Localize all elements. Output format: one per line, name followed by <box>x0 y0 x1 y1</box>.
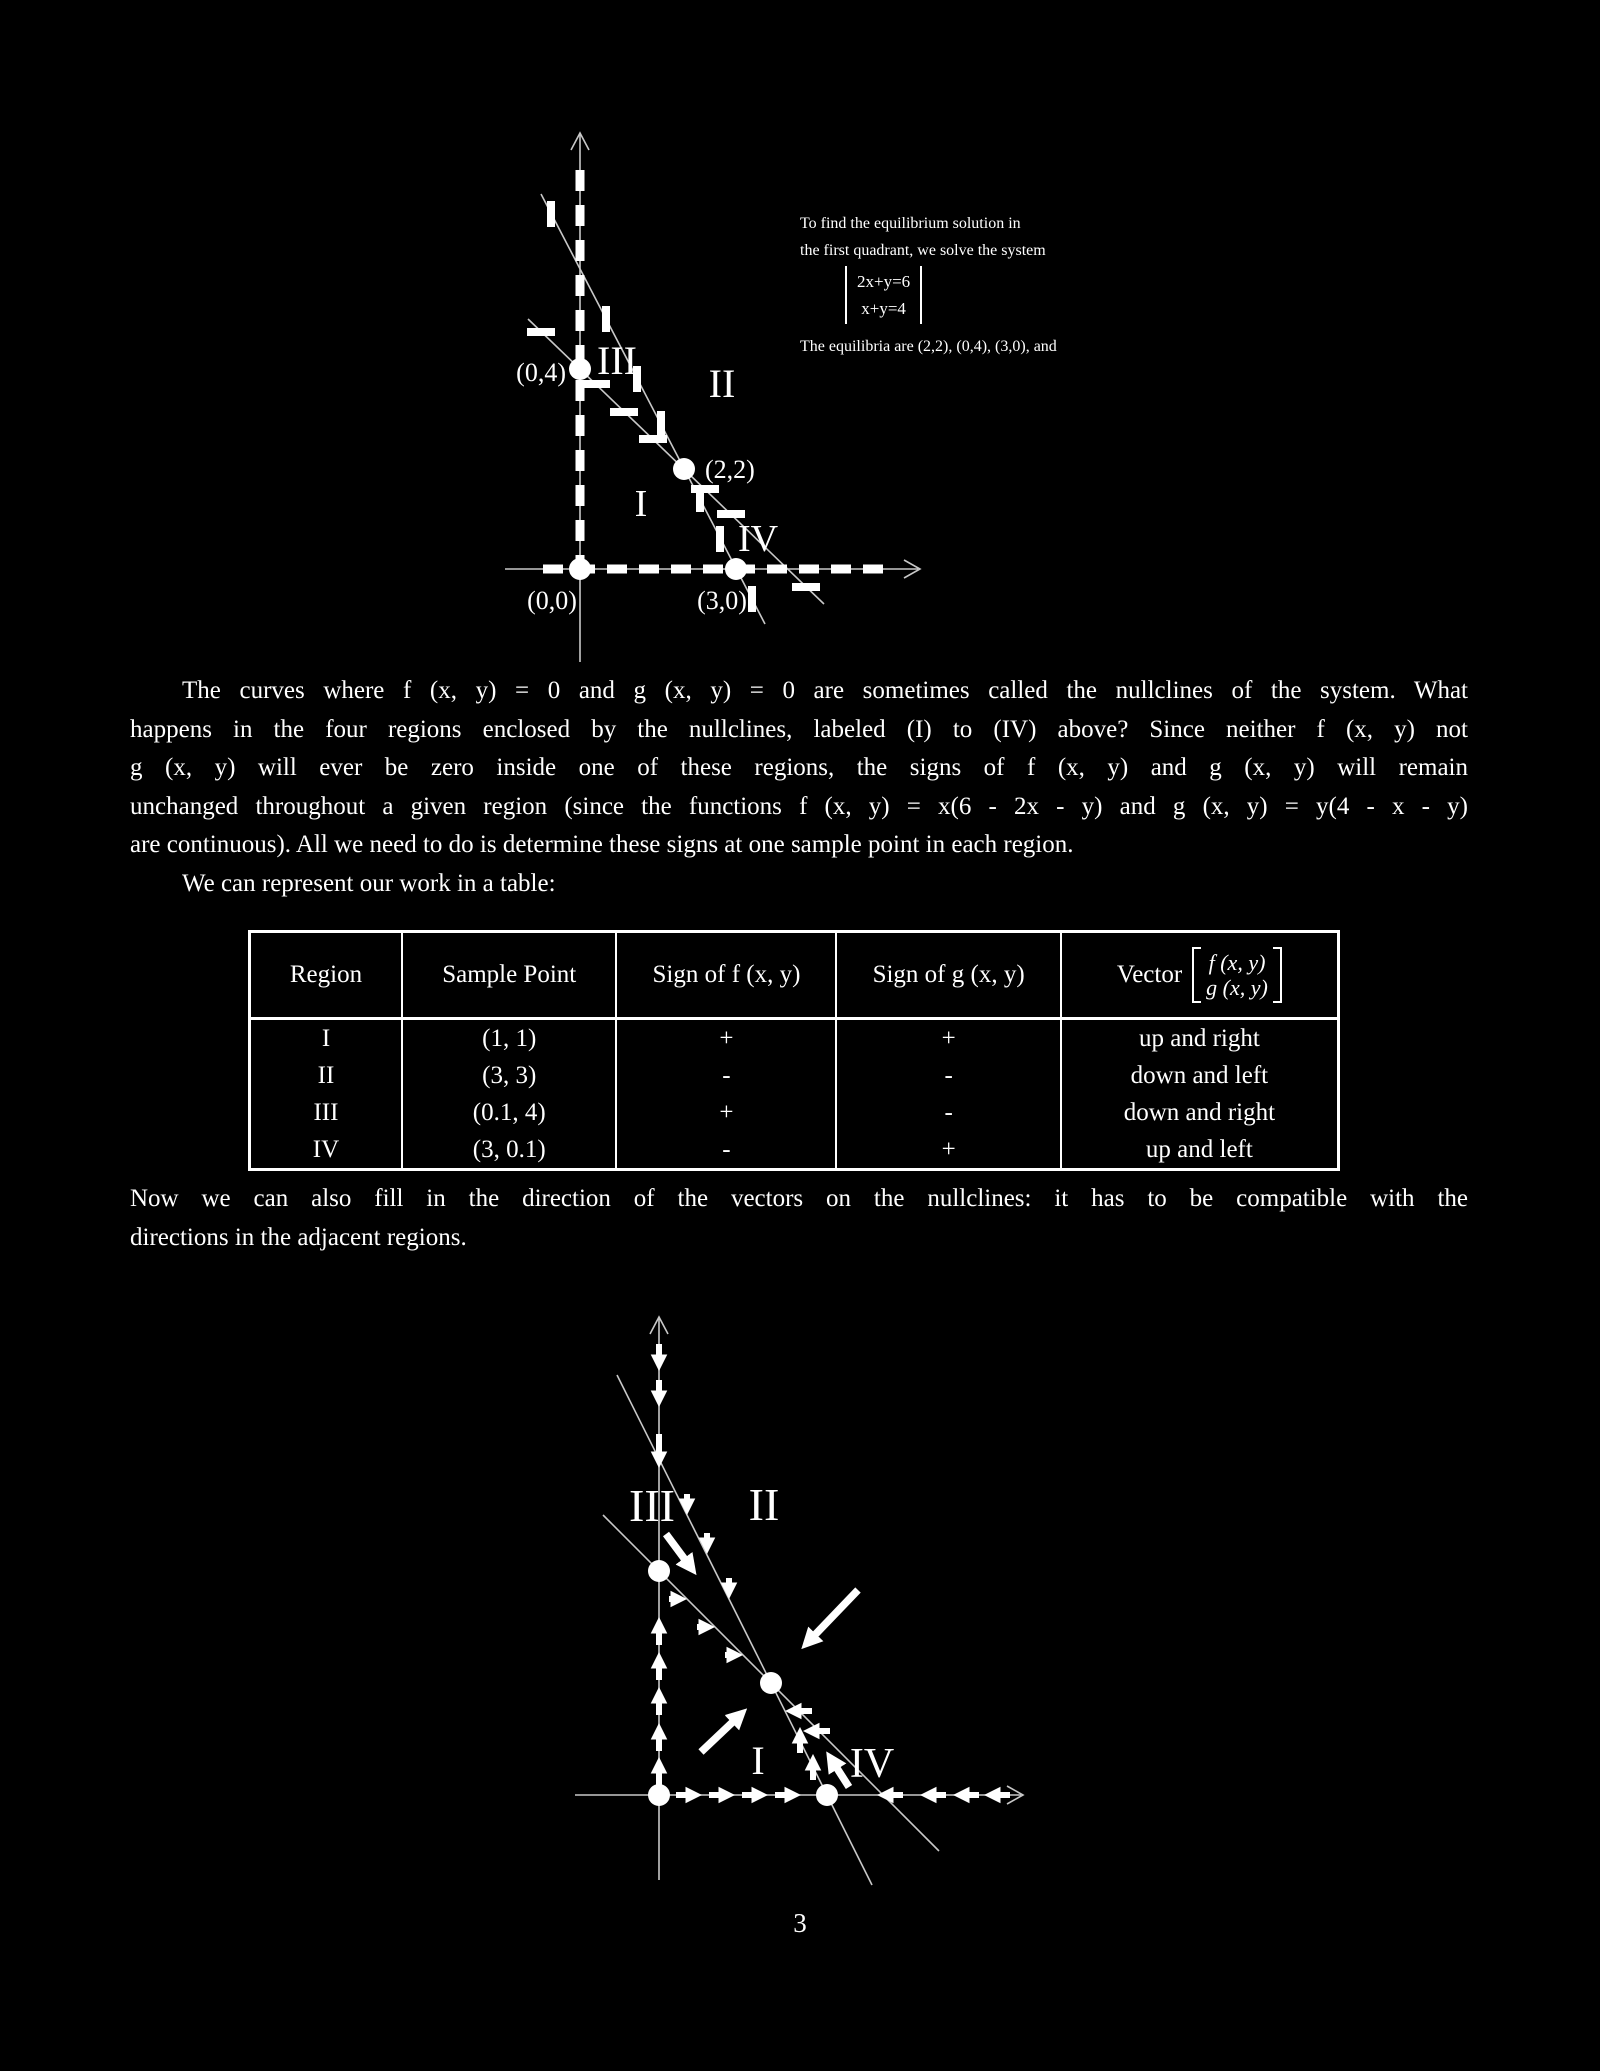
table-header-row <box>250 932 1339 1019</box>
region-label-i: I <box>634 483 648 525</box>
figure1-note <box>800 210 1046 264</box>
region-label-iii: III <box>597 338 637 383</box>
flow-arrows <box>659 1344 1010 1795</box>
equilibrium-point-30 <box>725 558 747 580</box>
note-line-2: the first quadrant, we solve the system <box>800 242 1046 259</box>
table-cell: (1, 1) <box>402 1019 617 1058</box>
region-label-ii: II <box>748 1479 780 1530</box>
point-label-22: (2,2) <box>705 455 755 484</box>
table-cell: + <box>836 1019 1060 1058</box>
equilibrium-point-22 <box>673 458 695 480</box>
equilibria-sentence: The equilibria are (2,2), (0,4), (3,0), and <box>800 338 1057 355</box>
table-row <box>250 1131 1339 1170</box>
equilibrium-point-30 <box>816 1784 838 1806</box>
equation-1: 2x+y=6 <box>857 272 911 291</box>
vector-label: Vector <box>1116 961 1183 988</box>
table-cell: + <box>616 1019 836 1058</box>
paragraph-line: g (x, y) will ever be zero inside one of these regions, the signs of f (x, y) and g (x, y) will remain <box>130 754 1468 781</box>
paragraph-line: We can represent our work in a table: <box>182 869 556 897</box>
table-cell: - <box>836 1094 1060 1131</box>
paragraph-directions <box>130 1180 1468 1257</box>
vector-bottom: g (x, y) <box>1206 975 1268 1000</box>
phase-plane-figure-2 <box>550 1295 1050 1925</box>
right-bracket-icon <box>1273 947 1282 1003</box>
point-label-00: (0,0) <box>527 586 577 615</box>
header-sample-point: Sample Point <box>402 932 617 1019</box>
point-label-04: (0,4) <box>516 358 566 387</box>
table-row <box>250 1019 1339 1058</box>
table-cell: (3, 0.1) <box>402 1131 617 1170</box>
region-i-vector-arrow <box>701 1717 738 1752</box>
table-cell: - <box>616 1131 836 1170</box>
equation-system <box>845 266 922 324</box>
region-ii-vector-arrow <box>810 1590 858 1640</box>
table-cell: - <box>616 1057 836 1094</box>
header-region: Region <box>250 932 402 1019</box>
paragraph-line: unchanged throughout a given region (since the functions f (x, y) = x(6 - 2x - y) and g (x, y) = y(4 - x - y) <box>130 792 1468 820</box>
region-label-i: I <box>751 1738 765 1783</box>
axes <box>575 1317 1023 1885</box>
table-cell: III <box>250 1094 402 1131</box>
region-label-iii: III <box>629 1480 675 1531</box>
header-sign-f: Sign of f (x, y) <box>616 932 836 1019</box>
table-cell: IV <box>250 1131 402 1170</box>
equation-2: x+y=4 <box>861 299 906 318</box>
region-label-ii: II <box>708 361 736 406</box>
table-cell: + <box>616 1094 836 1131</box>
left-bracket-icon <box>1192 947 1201 1003</box>
phase-plane-figure-1 <box>455 95 965 685</box>
region-iv-vector-arrow <box>833 1762 849 1787</box>
equilibrium-point-00 <box>569 558 591 580</box>
table-row <box>250 1094 1339 1131</box>
paragraph-line: are continuous). All we need to do is determine these signs at one sample point in each region. <box>130 831 1074 858</box>
sign-table <box>248 930 1340 1171</box>
table-row <box>250 1057 1339 1094</box>
equilibrium-point-00 <box>648 1784 670 1806</box>
equilibrium-point-04 <box>648 1560 670 1582</box>
paragraph-line: Now we can also fill in the direction of the vectors on the nullclines: it has to be compatible with the <box>130 1185 1468 1212</box>
table-cell: up and left <box>1061 1131 1339 1170</box>
paragraph-nullclines <box>130 672 1468 903</box>
paragraph-line: directions in the adjacent regions. <box>130 1223 467 1251</box>
table-cell: (0.1, 4) <box>402 1094 617 1131</box>
equilibrium-point-04 <box>569 358 591 380</box>
header-sign-g: Sign of g (x, y) <box>836 932 1060 1019</box>
nullcline-steep-line <box>617 1375 872 1885</box>
table-cell: up and right <box>1061 1019 1339 1058</box>
equilibrium-point-22 <box>760 1672 782 1694</box>
vector-top: f (x, y) <box>1208 950 1266 975</box>
region-label-iv: IV <box>737 518 779 560</box>
header-vector <box>1061 932 1339 1019</box>
note-line-1: To find the equilibrium solution in <box>800 215 1021 232</box>
point-label-30: (3,0) <box>697 586 747 615</box>
table-cell: + <box>836 1131 1060 1170</box>
page-number: 3 <box>793 1908 807 1938</box>
table-cell: II <box>250 1057 402 1094</box>
table-cell: - <box>836 1057 1060 1094</box>
paragraph-line: The curves where f (x, y) = 0 and g (x, y) = 0 are sometimes called the nullclines of the system. What <box>182 677 1468 704</box>
region-iii-vector-arrow <box>666 1534 689 1565</box>
paragraph-line: happens in the four regions enclosed by the nullclines, labeled (I) to (IV) above? Since neither f (x, y) not <box>130 715 1468 743</box>
table-cell: down and left <box>1061 1057 1339 1094</box>
table-cell: down and right <box>1061 1094 1339 1131</box>
table-cell: I <box>250 1019 402 1058</box>
table-cell: (3, 3) <box>402 1057 617 1094</box>
region-label-iv: IV <box>849 1741 895 1787</box>
